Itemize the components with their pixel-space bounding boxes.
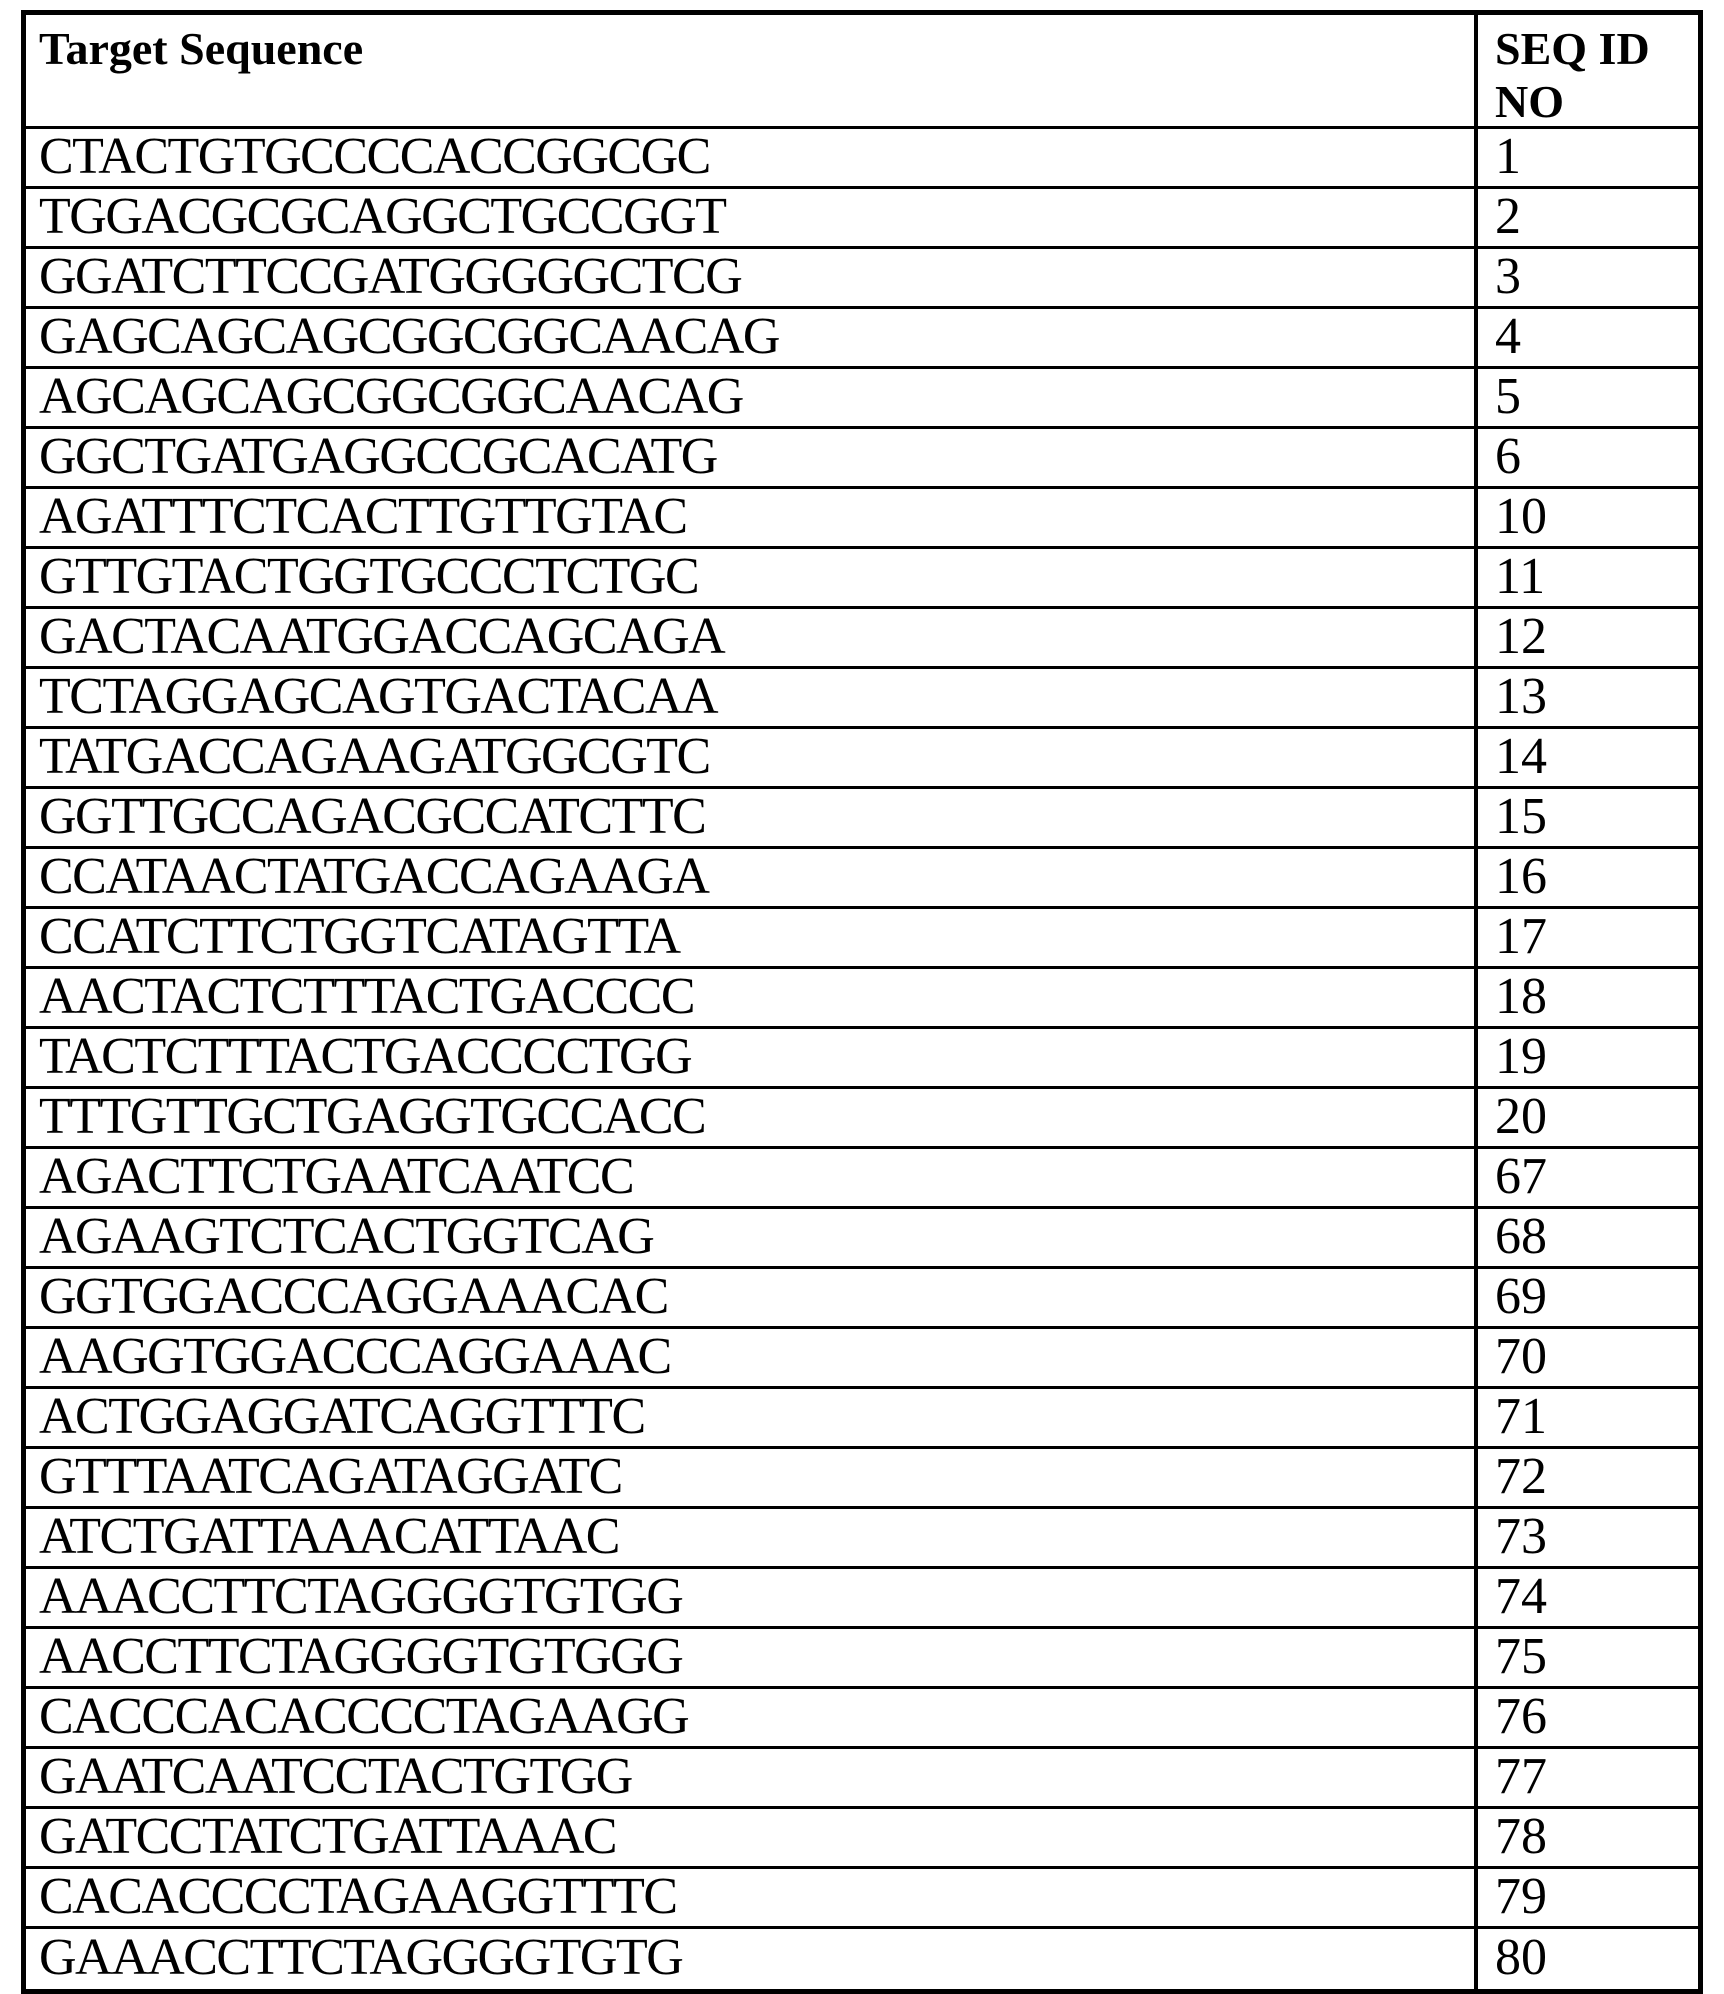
target-sequence-cell [26, 129, 1478, 186]
seq-id-no-cell [1478, 1089, 1698, 1146]
seq-id-no-value: 20 [1495, 1087, 1547, 1145]
table-row [26, 1689, 1698, 1749]
target-sequence-value: GATCCTATCTGATTAAAC [39, 1807, 617, 1865]
target-sequence-value: AAGGTGGACCCAGGAAAC [39, 1327, 671, 1385]
target-sequence-value: GGCTGATGAGGCCGCACATG [39, 427, 717, 485]
seq-id-no-value: 18 [1495, 967, 1547, 1025]
seq-id-no-value: 17 [1495, 907, 1547, 965]
target-sequence-value: GGTTGCCAGACGCCATCTTC [39, 787, 706, 845]
seq-id-no-cell [1478, 1809, 1698, 1866]
seq-id-no-cell [1478, 369, 1698, 426]
target-sequence-cell [26, 1869, 1478, 1926]
seq-id-no-header-label: SEQ ID NO [1495, 23, 1650, 127]
seq-id-no-value: 5 [1495, 367, 1521, 425]
table-row [26, 189, 1698, 249]
seq-id-no-value: 68 [1495, 1207, 1547, 1265]
target-sequence-cell [26, 609, 1478, 666]
seq-id-no-value: 67 [1495, 1147, 1547, 1205]
seq-id-no-cell [1478, 1329, 1698, 1386]
sequence-table [21, 10, 1703, 1994]
seq-id-no-cell [1478, 489, 1698, 546]
table-row [26, 669, 1698, 729]
seq-id-no-value: 12 [1495, 607, 1547, 665]
seq-id-no-cell [1478, 1269, 1698, 1326]
seq-id-no-value: 78 [1495, 1807, 1547, 1865]
seq-id-no-value: 70 [1495, 1327, 1547, 1385]
seq-id-no-value: 6 [1495, 427, 1521, 485]
target-sequence-cell [26, 1329, 1478, 1386]
seq-id-no-cell [1478, 549, 1698, 606]
seq-id-no-value: 79 [1495, 1867, 1547, 1925]
target-sequence-cell [26, 1389, 1478, 1446]
seq-id-no-value: 75 [1495, 1627, 1547, 1685]
target-sequence-value: GGATCTTCCGATGGGGGCTCG [39, 247, 742, 305]
seq-id-no-cell [1478, 129, 1698, 186]
table-row [26, 1149, 1698, 1209]
target-sequence-value: TACTCTTTACTGACCCCTGG [39, 1027, 692, 1085]
table-row [26, 1929, 1698, 1989]
target-sequence-cell [26, 1689, 1478, 1746]
seq-id-no-cell [1478, 189, 1698, 246]
target-sequence-value: GTTTAATCAGATAGGATC [39, 1447, 622, 1505]
table-row [26, 1869, 1698, 1929]
target-sequence-value: TGGACGCGCAGGCTGCCGGT [39, 187, 726, 245]
target-sequence-value: AGACTTCTGAATCAATCC [39, 1147, 634, 1205]
target-sequence-cell [26, 1149, 1478, 1206]
target-sequence-value: GAGCAGCAGCGGCGGCAACAG [39, 307, 779, 365]
table-row [26, 849, 1698, 909]
header-cell-target-sequence [26, 15, 1478, 126]
seq-id-no-cell [1478, 729, 1698, 786]
seq-id-no-value: 13 [1495, 667, 1547, 725]
target-sequence-cell [26, 1569, 1478, 1626]
target-sequence-value: ACTGGAGGATCAGGTTTC [39, 1387, 645, 1445]
target-sequence-value: GAAACCTTCTAGGGGTGTG [39, 1929, 683, 1986]
seq-id-no-cell [1478, 1569, 1698, 1626]
target-sequence-value: AACTACTCTTTACTGACCCC [39, 967, 695, 1025]
seq-id-no-cell [1478, 1029, 1698, 1086]
seq-id-no-cell [1478, 1629, 1698, 1686]
target-sequence-value: TATGACCAGAAGATGGCGTC [39, 727, 710, 785]
target-sequence-value: AACCTTCTAGGGGTGTGGG [39, 1627, 683, 1685]
table-row [26, 369, 1698, 429]
seq-id-no-value: 71 [1495, 1387, 1547, 1445]
target-sequence-cell [26, 1629, 1478, 1686]
target-sequence-cell [26, 789, 1478, 846]
seq-id-no-value: 76 [1495, 1687, 1547, 1745]
seq-id-no-cell [1478, 789, 1698, 846]
target-sequence-value: CACCCACACCCCTAGAAGG [39, 1687, 689, 1745]
table-row [26, 1509, 1698, 1569]
seq-id-no-value: 16 [1495, 847, 1547, 905]
table-row [26, 1329, 1698, 1389]
target-sequence-cell [26, 1509, 1478, 1566]
seq-id-no-cell [1478, 249, 1698, 306]
target-sequence-cell [26, 1449, 1478, 1506]
seq-id-no-cell [1478, 1209, 1698, 1266]
table-row [26, 549, 1698, 609]
seq-id-no-value: 72 [1495, 1447, 1547, 1505]
target-sequence-value: AAACCTTCTAGGGGTGTGG [39, 1567, 683, 1625]
table-row [26, 1089, 1698, 1149]
target-sequence-value: ATCTGATTAAACATTAAC [39, 1507, 619, 1565]
seq-id-no-value: 3 [1495, 247, 1521, 305]
table-row [26, 1449, 1698, 1509]
table-row [26, 969, 1698, 1029]
target-sequence-value: AGAAGTCTCACTGGTCAG [39, 1207, 654, 1265]
seq-id-no-value: 10 [1495, 487, 1547, 545]
seq-id-no-cell [1478, 1509, 1698, 1566]
seq-id-no-cell [1478, 429, 1698, 486]
seq-id-no-value: 4 [1495, 307, 1521, 365]
seq-id-no-cell [1478, 1149, 1698, 1206]
target-sequence-header-label: Target Sequence [39, 23, 364, 74]
seq-id-no-cell [1478, 309, 1698, 366]
target-sequence-value: GGTGGACCCAGGAAACAC [39, 1267, 668, 1325]
seq-id-no-cell [1478, 849, 1698, 906]
target-sequence-cell [26, 369, 1478, 426]
seq-id-no-value: 73 [1495, 1507, 1547, 1565]
table-row [26, 1809, 1698, 1869]
seq-id-no-value: 80 [1495, 1929, 1547, 1986]
table-row [26, 609, 1698, 669]
table-row [26, 1029, 1698, 1089]
seq-id-no-cell [1478, 969, 1698, 1026]
seq-id-no-value: 2 [1495, 187, 1521, 245]
seq-id-no-value: 15 [1495, 787, 1547, 845]
table-row [26, 1569, 1698, 1629]
target-sequence-cell [26, 1209, 1478, 1266]
target-sequence-cell [26, 909, 1478, 966]
target-sequence-cell [26, 1269, 1478, 1326]
seq-id-no-cell [1478, 1929, 1698, 1989]
seq-id-no-value: 1 [1495, 127, 1521, 185]
table-row [26, 1749, 1698, 1809]
target-sequence-value: TTTGTTGCTGAGGTGCCACC [39, 1087, 706, 1145]
table-row [26, 489, 1698, 549]
table-row [26, 129, 1698, 189]
target-sequence-cell [26, 969, 1478, 1026]
target-sequence-cell [26, 1749, 1478, 1806]
target-sequence-cell [26, 1029, 1478, 1086]
seq-id-no-cell [1478, 669, 1698, 726]
seq-id-no-value: 69 [1495, 1267, 1547, 1325]
target-sequence-value: CCATCTTCTGGTCATAGTTA [39, 907, 680, 965]
target-sequence-value: AGCAGCAGCGGCGGCAACAG [39, 367, 743, 425]
table-row [26, 789, 1698, 849]
seq-id-no-cell [1478, 609, 1698, 666]
target-sequence-value: CACACCCCTAGAAGGTTTC [39, 1867, 677, 1925]
table-body [26, 129, 1698, 1989]
target-sequence-cell [26, 1929, 1478, 1989]
table-row [26, 909, 1698, 969]
target-sequence-cell [26, 249, 1478, 306]
seq-id-no-value: 14 [1495, 727, 1547, 785]
table-row [26, 1209, 1698, 1269]
target-sequence-value: AGATTTCTCACTTGTTGTAC [39, 487, 687, 545]
target-sequence-value: GTTGTACTGGTGCCCTCTGC [39, 547, 699, 605]
seq-id-no-cell [1478, 1389, 1698, 1446]
table-row [26, 1389, 1698, 1449]
seq-id-no-value: 74 [1495, 1567, 1547, 1625]
target-sequence-cell [26, 309, 1478, 366]
table-row [26, 429, 1698, 489]
seq-id-no-value: 19 [1495, 1027, 1547, 1085]
target-sequence-value: GACTACAATGGACCAGCAGA [39, 607, 725, 665]
target-sequence-cell [26, 729, 1478, 786]
target-sequence-value: GAATCAATCCTACTGTGG [39, 1747, 632, 1805]
target-sequence-value: CTACTGTGCCCCACCGGCGC [39, 127, 710, 185]
target-sequence-cell [26, 549, 1478, 606]
target-sequence-cell [26, 1089, 1478, 1146]
target-sequence-value: CCATAACTATGACCAGAAGA [39, 847, 709, 905]
seq-id-no-cell [1478, 1749, 1698, 1806]
table-header-row [26, 15, 1698, 129]
table-row [26, 729, 1698, 789]
seq-id-no-cell [1478, 1449, 1698, 1506]
table-row [26, 1269, 1698, 1329]
target-sequence-cell [26, 429, 1478, 486]
seq-id-no-cell [1478, 1689, 1698, 1746]
seq-id-no-cell [1478, 909, 1698, 966]
table-row [26, 249, 1698, 309]
header-cell-seq-id-no [1478, 15, 1698, 126]
target-sequence-cell [26, 669, 1478, 726]
table-row [26, 1629, 1698, 1689]
target-sequence-cell [26, 1809, 1478, 1866]
target-sequence-value: TCTAGGAGCAGTGACTACAA [39, 667, 718, 725]
target-sequence-cell [26, 489, 1478, 546]
target-sequence-cell [26, 189, 1478, 246]
seq-id-no-cell [1478, 1869, 1698, 1926]
seq-id-no-value: 77 [1495, 1747, 1547, 1805]
table-row [26, 309, 1698, 369]
target-sequence-cell [26, 849, 1478, 906]
seq-id-no-value: 11 [1495, 547, 1546, 605]
